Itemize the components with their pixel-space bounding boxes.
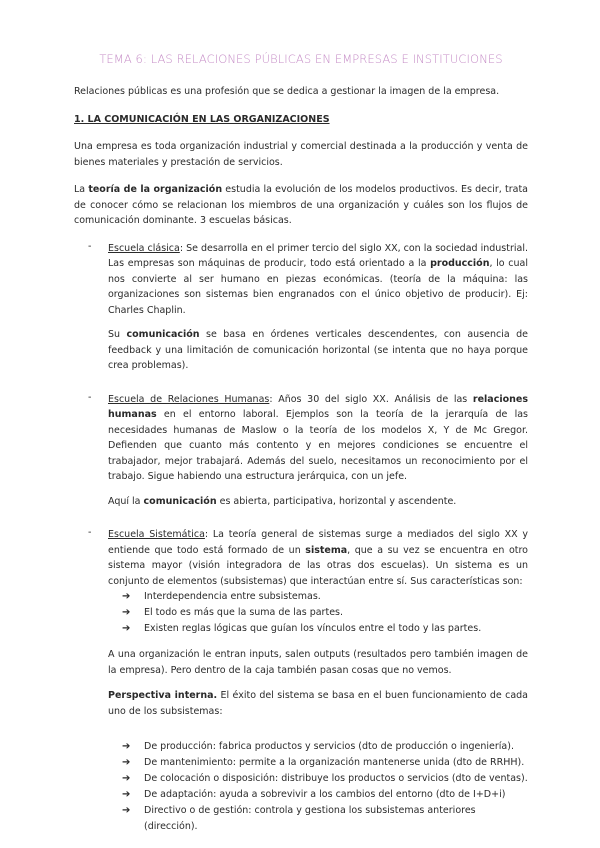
school-sistematica [74, 527, 528, 835]
list-item: ➔ De mantenimiento: permite a la organización mantenerse unida (dto de RRHH). [122, 755, 528, 771]
arrow-icon: ➔ [122, 757, 131, 768]
arrow-icon: ➔ [122, 591, 131, 602]
section-heading: 1. LA COMUNICACIÓN EN LAS ORGANIZACIONES [74, 113, 330, 125]
list-item: ➔ Directivo o de gestión: controla y gestiona los subsistemas anteriores (dirección). [122, 805, 476, 832]
arrow-icon: ➔ [122, 773, 131, 784]
organization-theory-paragraph: La teoría de la organización estudia la evolución de los modelos productivos. Es decir, trata de conocer cómo se relacionan los miembros de una organización y cuáles son los flujos de comunicación dominante. 3 escuelas básicas. [74, 184, 528, 226]
arrow-icon: ➔ [122, 607, 131, 618]
school-humanas-communication: Aquí la comunicación es abierta, participativa, horizontal y ascendente. [108, 495, 457, 507]
features-list [108, 589, 528, 637]
dash-bullet: - [88, 240, 92, 252]
list-item: ➔ Existen reglas lógicas que guían los vínculos entre el todo y las partes. [122, 621, 528, 637]
list-item: ➔ De colocación o disposición: distribuye los productos o servicios (dto de ventas). [122, 771, 528, 787]
school-sistematica-text: Escuela Sistemática: La teoría general de sistemas surge a mediados del siglo XX y entiende que todo está formado de un sistema, que a su vez se encuentra en otro sistema mayor (visión integradora de las otras dos escuelas). Un sistema es un conjunto de elementos (subsistemas) que interactúan entre sí. Sus características son: [108, 529, 528, 587]
list-item: ➔ De adaptación: ayuda a sobrevivir a los cambios del entorno (dto de I+D+i) [122, 787, 528, 803]
dash-bullet: - [88, 527, 92, 538]
school-clasica [74, 241, 528, 374]
school-sistematica-name: Escuela Sistemática [108, 529, 205, 540]
school-clasica-communication: Su comunicación se basa en órdenes verticales descendentes, con ausencia de feedback y una limitación de comunicación horizontal (se intenta que no haya porque crea problemas). [108, 329, 528, 371]
internal-perspective-paragraph: Perspectiva interna. El éxito del sistema se basa en el buen funcionamiento de cada uno de los subsistemas: [108, 690, 528, 717]
dash-bullet: - [88, 391, 92, 403]
inputs-outputs-paragraph: A una organización le entran inputs, salen outputs (resultados pero también imagen de la empresa). Pero dentro de la caja también pasan cosas que no vemos. [108, 649, 528, 676]
school-humanas-text: Escuela de Relaciones Humanas: Años 30 del siglo XX. Análisis de las relaciones humanas en el entorno laboral. Ejemplos son la teoría de la jerarquía de las necesidades humanas de Maslow o la teoría de los modelos X, Y de Mc Gregor. Defienden que cuanto más contento y en mejores condiciones se encuentre el trabajador, mejor trabajará. Además del suelo, necesitamos un reconocimiento por el trabajo. Sigue habiendo una estructura jerárquica, con un jefe. [108, 393, 528, 482]
arrow-icon: ➔ [122, 789, 131, 800]
document-page [74, 52, 528, 845]
intro-paragraph: Relaciones públicas es una profesión que se dedica a gestionar la imagen de la empresa. [74, 86, 500, 97]
school-clasica-text: Escuela clásica: Se desarrolla en el primer tercio del siglo XX, con la sociedad industrial. Las empresas son máquinas de producir, todo está orientado a la producción, lo cual nos convierte al ser humano en piezas económicas. (teoría de la máquina: las organizaciones son sistemas bien engranados con el único objetivo de producir). Ej: Charles Chaplin. [108, 242, 528, 316]
organization-theory-term: teoría de la organización [88, 184, 223, 195]
arrow-icon: ➔ [122, 623, 131, 634]
list-item: ➔ El todo es más que la suma de las partes. [122, 605, 528, 621]
company-definition: Una empresa es toda organización industrial y comercial destinada a la producción y venta de bienes materiales y prestación de servicios. [74, 141, 528, 168]
school-clasica-name: Escuela clásica [108, 242, 180, 254]
subsystems-list [108, 739, 528, 835]
school-humanas [74, 392, 528, 510]
list-item: ➔ Interdependencia entre subsistemas. [122, 589, 528, 605]
arrow-icon: ➔ [122, 741, 131, 752]
school-humanas-name: Escuela de Relaciones Humanas [108, 393, 270, 405]
page-title: TEMA 6: LAS RELACIONES PÚBLICAS EN EMPRESAS E INSTITUCIONES [99, 52, 503, 66]
list-item: ➔ De producción: fabrica productos y servicios (dto de producción o ingeniería). [122, 739, 528, 755]
arrow-icon: ➔ [122, 805, 131, 816]
